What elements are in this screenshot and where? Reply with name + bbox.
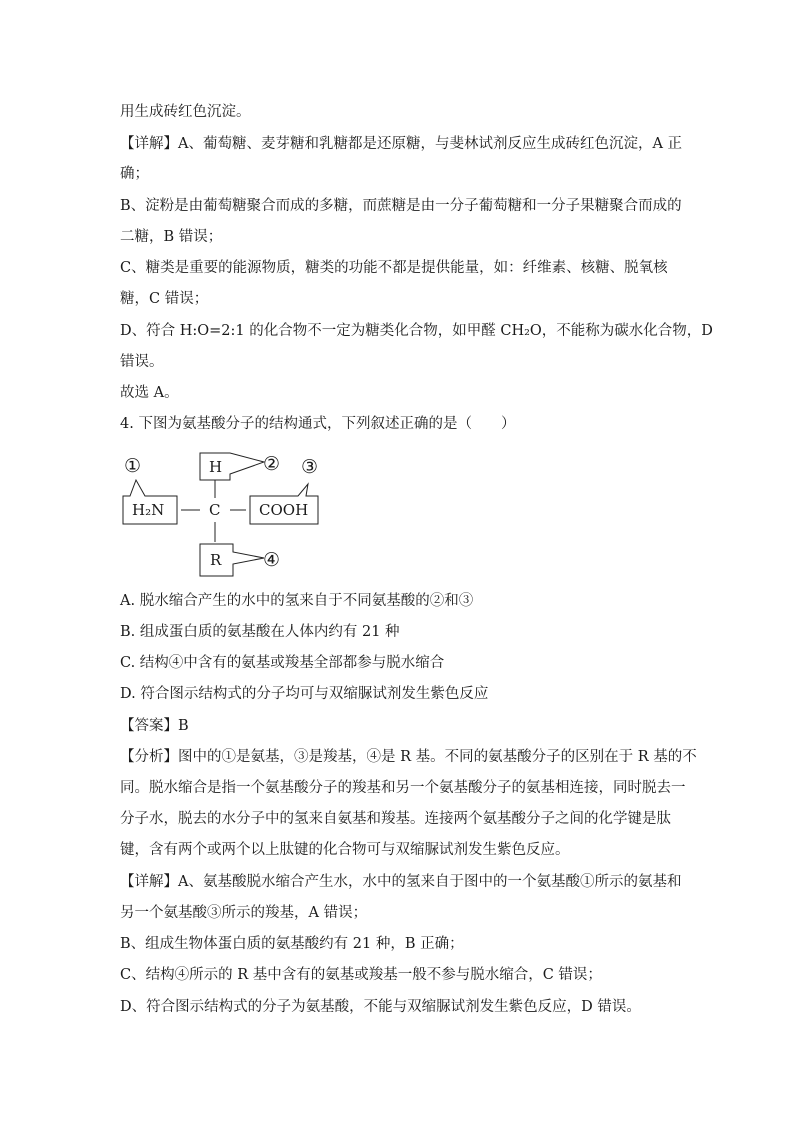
option-b: B. 组成蛋白质的氨基酸在人体内约有 21 种 (120, 624, 400, 640)
text-line: 确； (120, 166, 149, 182)
text-line: 分子水，脱去的水分子中的氢来自氨基和羧基。连接两个氨基酸分子之间的化学键是肽 (120, 811, 671, 827)
text-line: 故选 A。 (120, 385, 179, 401)
answer-line: 【答案】B (120, 718, 189, 734)
r-box-label: R (210, 551, 222, 569)
text-line: 【详解】A、葡萄糖、麦芽糖和乳糖都是还原糖，与斐林试剂反应生成砖红色沉淀，A 正 (120, 136, 683, 152)
center-carbon: C (209, 501, 221, 519)
label-1: ① (124, 455, 142, 477)
text-line: 【分析】图中的①是氨基，③是羧基，④是 R 基。不同的氨基酸分子的区别在于 R 基的不 (120, 749, 697, 765)
text-line: D、符合 H:O=2:1 的化合物不一定为糖类化合物，如甲醛 CH₂O，不能称为碳水化合物，D (120, 323, 713, 339)
text-line: B、淀粉是由葡萄糖聚合而成的多糖，而蔗糖是由一分子葡萄糖和一分子果糖聚合而成的 (120, 198, 682, 214)
option-c: C. 结构④中含有的氨基或羧基全部都参与脱水缩合 (120, 655, 445, 671)
text-line: 另一个氨基酸③所示的羧基，A 错误； (120, 905, 368, 921)
label-2: ② (263, 453, 281, 475)
text-line: 键，含有两个或两个以上肽键的化合物可与双缩脲试剂发生紫色反应。 (120, 842, 570, 858)
option-a: A. 脱水缩合产生的水中的氢来自于不同氨基酸的②和③ (120, 593, 474, 609)
cooh-box-label: COOH (259, 501, 309, 519)
label-4: ④ (263, 549, 281, 571)
text-line: 同。脱水缩合是指一个氨基酸分子的羧基和另一个氨基酸分子的氨基相连接，同时脱去一 (120, 780, 686, 796)
text-line: 二糖，B 错误； (120, 229, 223, 245)
text-line: B、组成生物体蛋白质的氨基酸约有 21 种，B 正确； (120, 936, 464, 952)
text-line: 用生成砖红色沉淀。 (120, 104, 251, 120)
text-line: 错误。 (120, 354, 164, 370)
text-line: 糖，C 错误； (120, 291, 209, 307)
question-stem: 4. 下图为氨基酸分子的结构通式，下列叙述正确的是（ ） (120, 416, 516, 432)
h2n-box-label: H₂N (132, 501, 165, 519)
h-box-label: H (209, 458, 223, 476)
text-line: D、符合图示结构式的分子为氨基酸，不能与双缩脲试剂发生紫色反应，D 错误。 (120, 999, 641, 1015)
text-line: C、结构④所示的 R 基中含有的氨基或羧基一般不参与脱水缩合，C 错误； (120, 967, 602, 983)
text-line: C、糖类是重要的能源物质，糖类的功能不都是提供能量，如：纤维素、核糖、脱氧核 (120, 260, 668, 276)
label-3: ③ (301, 456, 319, 478)
text-line: 【详解】A、氨基酸脱水缩合产生水，水中的氢来自于图中的一个氨基酸①所示的氨基和 (120, 874, 682, 890)
amino-acid-structure-diagram (118, 448, 338, 578)
option-d: D. 符合图示结构式的分子均可与双缩脲试剂发生紫色反应 (120, 686, 489, 702)
